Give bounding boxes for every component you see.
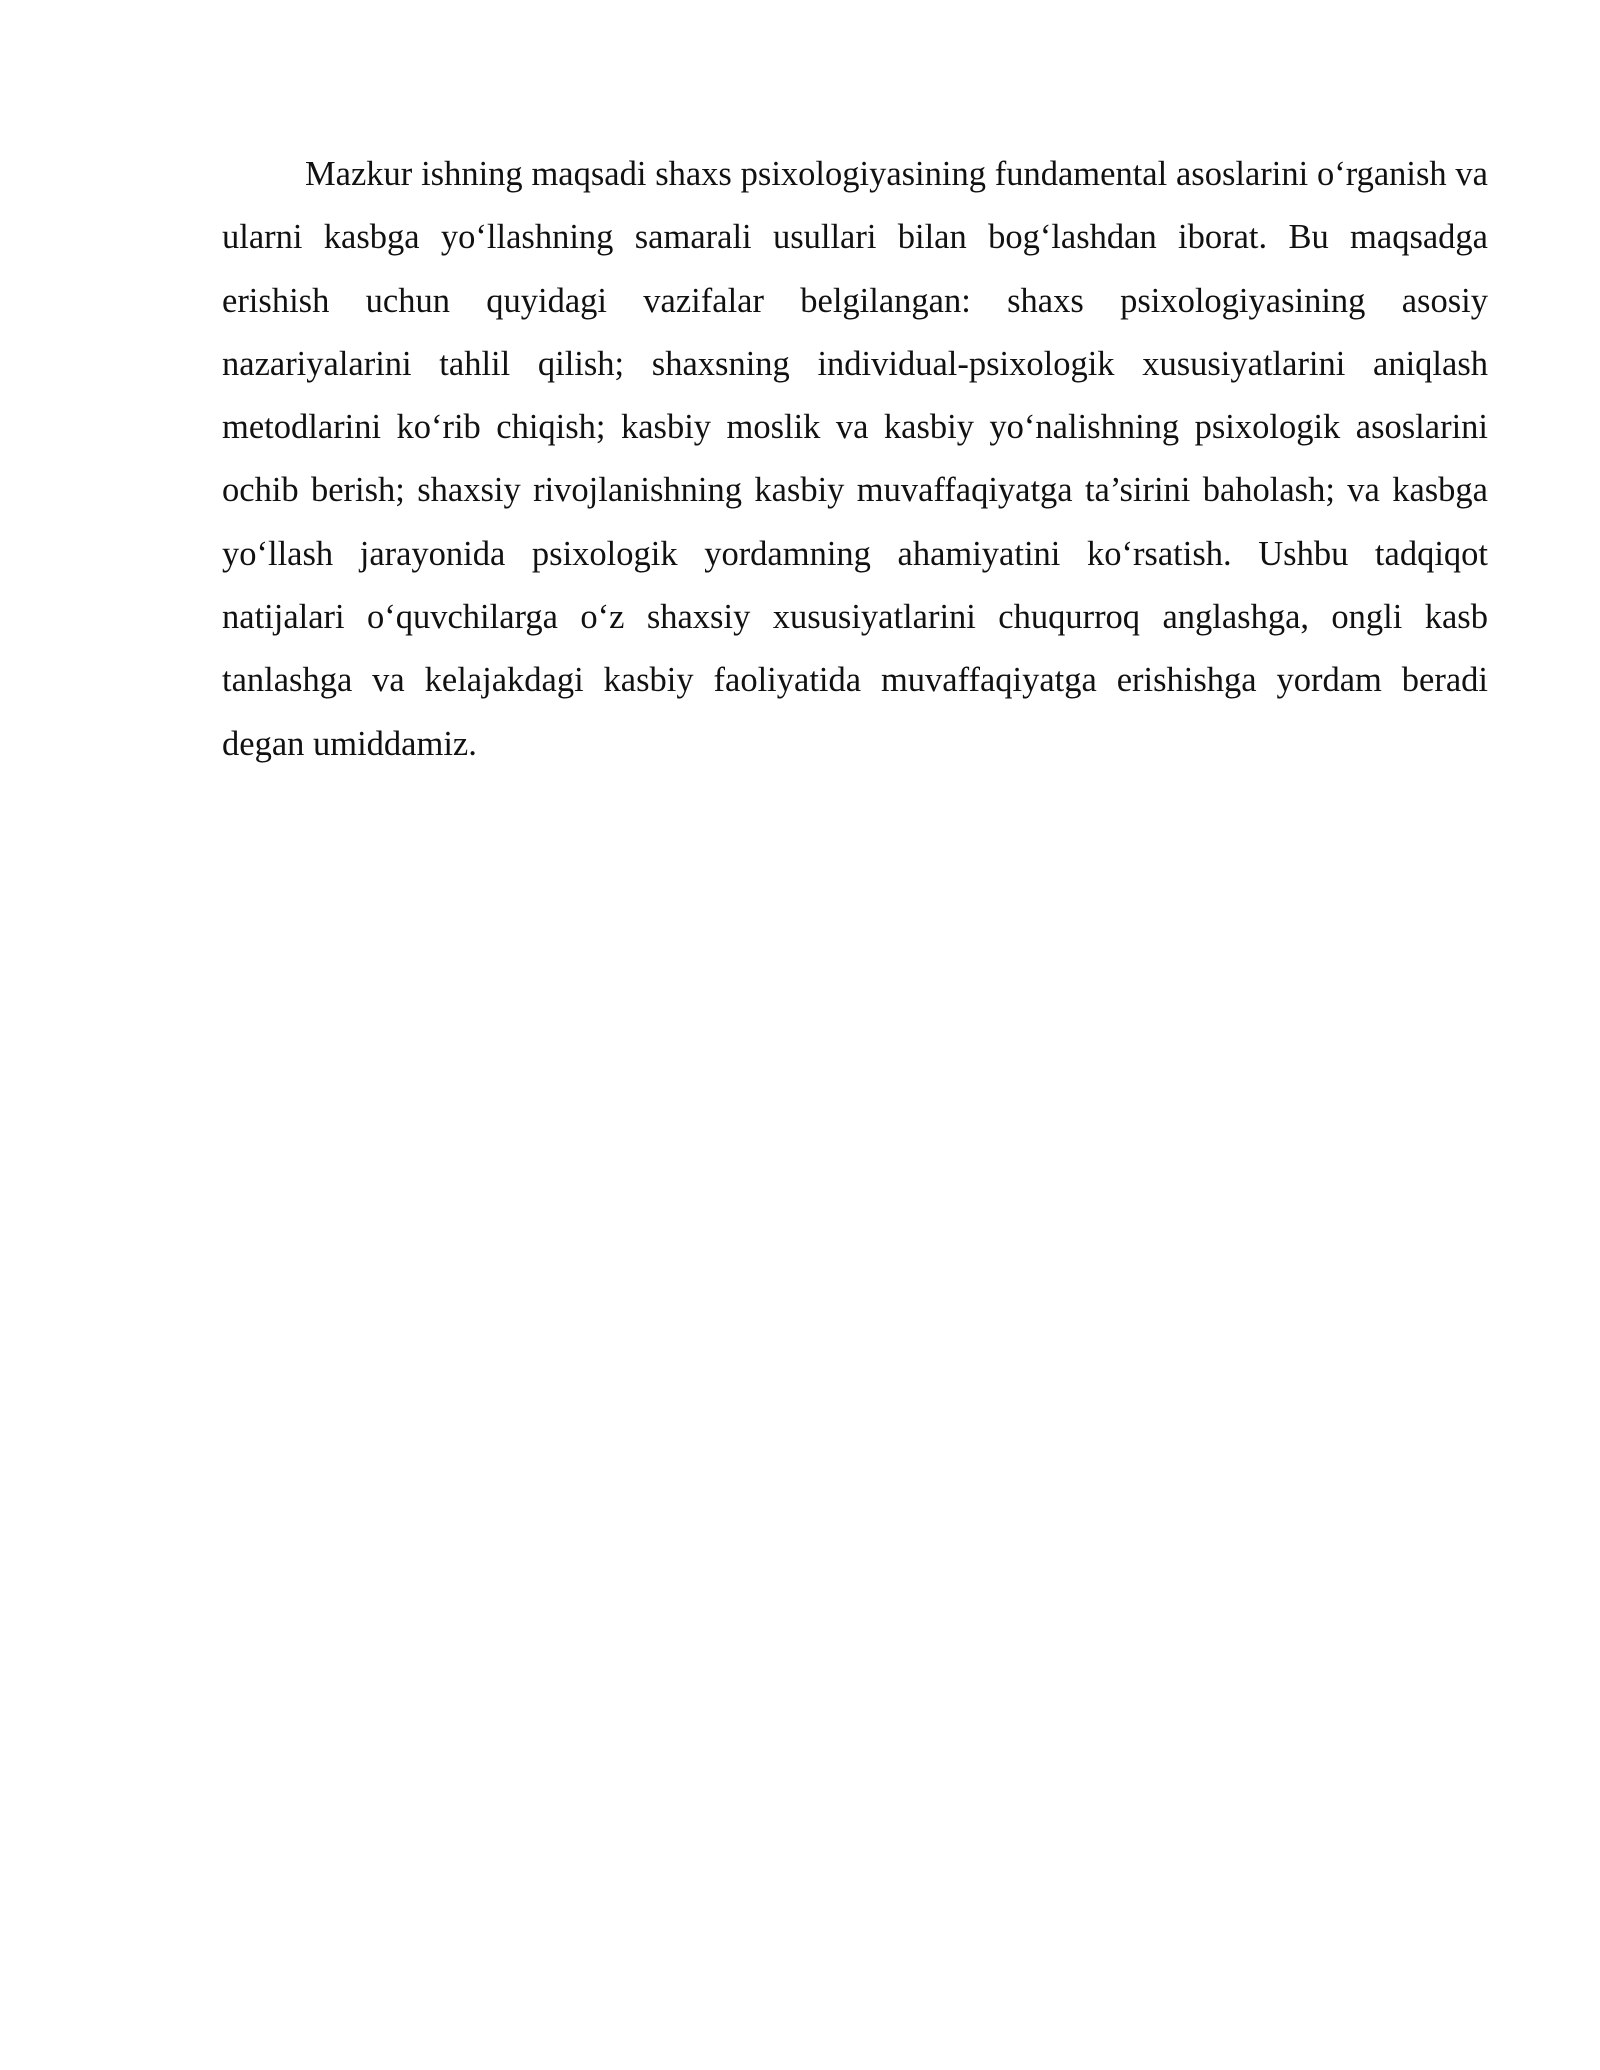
body-paragraph: Mazkur ishning maqsadi shaxs psixologiyasining fundamental asoslarini o‘rganish va ularni kasbga yo‘llashning samarali usullari bilan bog‘lashdan iborat. Bu maqsadga erishish uchun quyidagi vazifalar belgilangan: shaxs psixologiyasining asosiy nazariyalarini tahlil qilish; shaxsning individual-psixologik xususiyatlarini aniqlash metodlarini ko‘rib chiqish; kasbiy moslik va kasbiy yo‘nalishning psixologik asoslarini ochib berish; shaxsiy rivojlanishning kasbiy muvaffaqiyatga ta’sirini baholash; va kasbga yo‘llash jarayonida psixologik yordamning ahamiyatini ko‘rsatish. Ushbu tadqiqot natijalari o‘quvchilarga o‘z shaxsiy xususiyatlarini chuqurroq anglashga, ongli kasb tanlashga va kelajakdagi kasbiy faoliyatida muvaffaqiyatga erishishga yordam beradi degan umiddamiz. [222, 155, 1488, 763]
